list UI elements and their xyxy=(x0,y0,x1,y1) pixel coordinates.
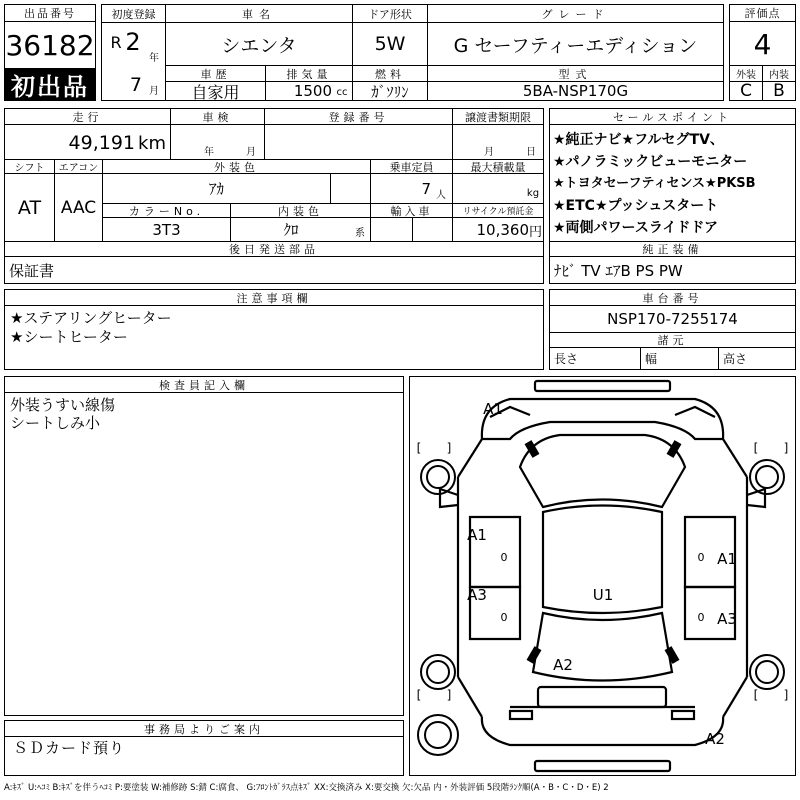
height-label: 高さ xyxy=(723,352,748,366)
recycle-label: リサイクル預託金 xyxy=(462,207,534,217)
capacity-unit: 人 xyxy=(436,189,446,201)
sales-point-line: ★ETC★プッシュスタート xyxy=(553,198,719,214)
score: 4 xyxy=(753,27,772,61)
color-no-label: カラーNo. xyxy=(128,204,205,217)
era: R xyxy=(110,32,122,52)
interior-color: ｸﾛ xyxy=(283,221,299,239)
mileage: 49,191 xyxy=(68,132,135,154)
office-box xyxy=(4,720,404,776)
details-box xyxy=(4,108,544,284)
exterior-color: ｱｶ xyxy=(208,180,224,198)
mileage-unit: km xyxy=(138,132,166,154)
interior-label: 内装 xyxy=(769,70,789,81)
fuel-label: 燃料 xyxy=(375,67,405,81)
door-label: ドア形状 xyxy=(368,7,412,21)
sales-point-line: ★両側パワースライドドア xyxy=(553,220,719,236)
fuel: ｶﾞｿﾘﾝ xyxy=(371,82,409,100)
score-label: 評価点 xyxy=(730,5,795,22)
model-code: 5BA-NSP170G xyxy=(522,82,629,100)
history: 自家用 xyxy=(191,82,240,100)
displacement: 1500 xyxy=(293,82,332,100)
capacity: 7 xyxy=(421,179,431,198)
mark-left-rear: A3 xyxy=(467,586,487,604)
recycle-unit: 円 xyxy=(528,224,542,240)
mark-tail: A2 xyxy=(705,730,725,748)
office-note: ＳＤカード預り xyxy=(13,739,126,757)
car-name-label: 車名 xyxy=(242,7,276,21)
first-reg-label: 初度登録 xyxy=(111,7,156,21)
notes-box xyxy=(4,289,544,370)
zero-mark: 0 xyxy=(697,550,705,564)
interior-grade: B xyxy=(773,82,785,100)
vehicle-info-box xyxy=(101,4,724,101)
transfer-label: 譲渡書類期限 xyxy=(465,110,531,124)
bracket: ] xyxy=(446,441,452,455)
dims-label: 諸元 xyxy=(657,334,688,347)
car-name: シエンタ xyxy=(221,34,297,57)
sales-point-line: ★トヨタセーフティセンス★PKSB xyxy=(553,176,756,191)
color-no: 3T3 xyxy=(152,220,181,239)
bracket: [ xyxy=(753,688,759,702)
legend: A:ｷｽﾞ U:ﾍｺﾐ B:ｷｽﾞを伴うﾍｺﾐ P:要塗装 W:補修跡 S:錆 C:腐食、 G:ﾌﾛﾝﾄｶﾞﾗｽ点ｷｽﾞ XX:交換済み X:要交換 欠:欠品 内・外装評価 5段階ﾗﾝｸ順(A・B・C・D・E) 2 xyxy=(4,783,609,793)
score-box xyxy=(729,4,796,101)
sales-point-line: ★純正ナビ★フルセグTV、 xyxy=(553,132,724,148)
note-line: ★ステアリングヒーター xyxy=(10,309,172,327)
capacity-label: 乗車定員 xyxy=(389,160,434,173)
exterior-grade: C xyxy=(740,82,752,100)
damage-diagram-box xyxy=(409,376,796,776)
import-label: 輸入車 xyxy=(390,204,433,217)
bracket: ] xyxy=(446,688,452,702)
aircon: AAC xyxy=(60,198,97,218)
max-load-unit: kg xyxy=(526,187,540,199)
mark-roof: U1 xyxy=(592,586,614,604)
recycle-fee: 10,360 xyxy=(476,220,529,239)
lot-number-label: 出品番号 xyxy=(5,5,95,22)
mark-left-front: A1 xyxy=(467,526,487,544)
year-unit: 年 xyxy=(149,52,159,63)
displacement-unit: cc xyxy=(336,86,348,98)
reg-month: 7 xyxy=(129,74,142,96)
grade-label: グレード xyxy=(541,7,610,21)
later-parts: 保証書 xyxy=(9,262,55,280)
inspection-year-unit: 年 xyxy=(204,146,214,157)
zero-mark: 0 xyxy=(500,610,508,624)
notes-label: 注意事項欄 xyxy=(236,291,312,305)
grade: G セーフティーエディション xyxy=(453,34,698,57)
lot-number-box xyxy=(4,4,96,101)
reg-number-label: 登録番号 xyxy=(328,110,389,124)
mileage-label: 走行 xyxy=(72,110,103,124)
door-type: 5W xyxy=(374,33,406,55)
interior-color-label: 内装色 xyxy=(278,204,323,217)
month-unit: 月 xyxy=(149,85,159,97)
bracket: [ xyxy=(753,441,759,455)
later-parts-label: 後日発送部品 xyxy=(229,243,319,256)
sales-point-line: ★パノラミックビューモニター xyxy=(553,154,748,170)
bracket: [ xyxy=(416,441,422,455)
exterior-color-label: 外装色 xyxy=(214,160,259,173)
inspector-label: 検査員記入欄 xyxy=(159,378,249,392)
equipment-label: 純正装備 xyxy=(642,243,703,256)
length-label: 長さ xyxy=(554,352,579,366)
zero-mark: 0 xyxy=(500,550,508,564)
width-label: 幅 xyxy=(645,352,658,366)
transfer-month-unit: 月 xyxy=(484,146,494,157)
shift-label: シフト xyxy=(14,163,45,173)
history-label: 車歴 xyxy=(200,67,231,81)
displacement-label: 排気量 xyxy=(286,67,332,81)
bracket: ] xyxy=(783,688,789,702)
chassis-label: 車台番号 xyxy=(642,291,703,305)
first-listing-badge: 初出品 xyxy=(5,68,95,100)
reg-year: 2 xyxy=(125,28,141,56)
mark-right-rear: A3 xyxy=(717,610,737,628)
max-load-label: 最大積載量 xyxy=(470,160,526,173)
mark-front: A1 xyxy=(483,400,503,418)
exterior-label: 外装 xyxy=(736,70,756,81)
sales-points-box xyxy=(549,108,796,284)
note-line: ★シートヒーター xyxy=(10,328,128,346)
aircon-label: エアコン xyxy=(58,163,99,173)
car-diagram xyxy=(410,377,795,775)
equipment: ﾅﾋﾞ TV ｴｱB PS PW xyxy=(554,262,683,280)
bracket: ] xyxy=(783,441,789,455)
inspection-month-unit: 月 xyxy=(246,146,256,157)
transfer-day-unit: 日 xyxy=(526,146,536,157)
shift: AT xyxy=(17,197,42,219)
inspector-line: 外装うすい線傷 xyxy=(10,396,116,414)
zero-mark: 0 xyxy=(697,610,705,624)
interior-color-unit: 系 xyxy=(355,227,365,239)
inspector-line: シートしみ小 xyxy=(10,414,101,432)
model-label: 型式 xyxy=(558,67,593,81)
mark-rear: A2 xyxy=(553,656,573,674)
bracket: [ xyxy=(416,688,422,702)
lot-number: 36182 xyxy=(5,28,95,62)
mark-right-front: A1 xyxy=(717,550,737,568)
inspector-box xyxy=(4,376,404,716)
inspection-label: 車検 xyxy=(202,110,233,124)
sales-points-label: セールスポイント xyxy=(612,110,732,124)
office-label: 事務局よりご案内 xyxy=(144,722,264,736)
chassis-number: NSP170-7255174 xyxy=(607,310,738,328)
chassis-box xyxy=(549,289,796,370)
